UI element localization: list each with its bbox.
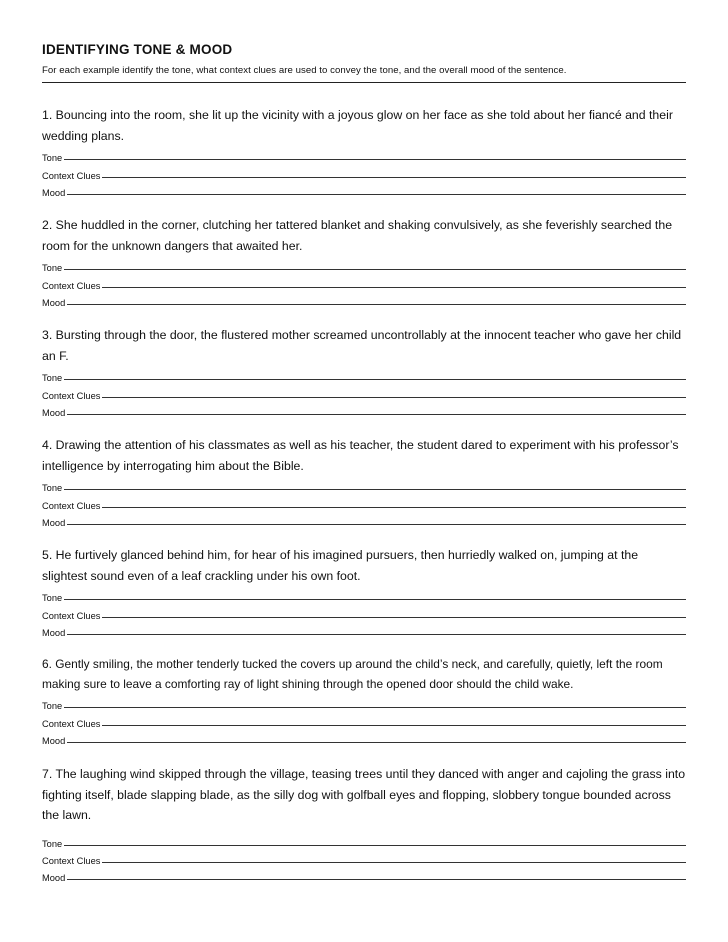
mood-answer-line[interactable] — [67, 193, 686, 195]
tone-answer-line[interactable] — [64, 706, 686, 708]
question-2 — [42, 215, 686, 308]
mood-label: Mood — [42, 407, 66, 418]
mood-answer-line[interactable] — [67, 523, 686, 525]
tone-answer-line[interactable] — [64, 378, 686, 380]
tone-label: Tone — [42, 483, 63, 494]
context-clues-label: Context Clues — [42, 170, 101, 181]
tone-answer-line[interactable] — [64, 488, 686, 490]
context-clues-answer-line[interactable] — [102, 861, 686, 863]
tone-answer-line[interactable] — [64, 158, 686, 160]
mood-answer-line[interactable] — [67, 303, 686, 305]
tone-label: Tone — [42, 593, 63, 604]
question-text: 7. The laughing wind skipped through the village, teasing trees until they danced with anger and cajoling the grass into fighting itself, blade slapping blade, as the silly dog with golfball eyes and flopping, slobbery tongue bounded across the lawn. — [42, 767, 686, 822]
tone-answer-line[interactable] — [64, 598, 686, 600]
question-text: 3. Bursting through the door, the flustered mother screamed uncontrollably at the innocent teacher who gave her child an F. — [42, 328, 682, 363]
question-5 — [42, 545, 686, 638]
context-clues-answer-line[interactable] — [102, 396, 686, 398]
tone-label: Tone — [42, 838, 63, 849]
mood-answer-line[interactable] — [67, 741, 686, 743]
tone-answer-line[interactable] — [64, 268, 686, 270]
context-clues-label: Context Clues — [42, 280, 101, 291]
mood-label: Mood — [42, 627, 66, 638]
mood-label: Mood — [42, 517, 66, 528]
tone-answer-line[interactable] — [64, 844, 686, 846]
context-clues-label: Context Clues — [42, 390, 101, 401]
context-clues-answer-line[interactable] — [102, 506, 686, 508]
question-text: 4. Drawing the attention of his classmates as well as his teacher, the student dared to experiment with his professor’s intelligence by interrogating him about the Bible. — [42, 438, 679, 473]
mood-label: Mood — [42, 187, 66, 198]
mood-answer-line[interactable] — [67, 878, 686, 880]
instructions: For each example identify the tone, what context clues are used to convey the tone, and the overall mood of the sentence. — [42, 65, 567, 76]
context-clues-label: Context Clues — [42, 718, 101, 729]
mood-answer-line[interactable] — [67, 413, 686, 415]
context-clues-label: Context Clues — [42, 610, 101, 621]
mood-answer-line[interactable] — [67, 633, 686, 635]
question-1 — [42, 105, 686, 198]
context-clues-answer-line[interactable] — [102, 724, 686, 726]
mood-label: Mood — [42, 735, 66, 746]
context-clues-answer-line[interactable] — [102, 616, 686, 618]
context-clues-answer-line[interactable] — [102, 286, 686, 288]
tone-label: Tone — [42, 373, 63, 384]
context-clues-answer-line[interactable] — [102, 176, 686, 178]
question-text: 6. Gently smiling, the mother tenderly tucked the covers up around the child’s neck, and carefully, quietly, left the room making sure to leave a comforting ray of light shining through the opened door should the child wake. — [42, 657, 663, 691]
question-4 — [42, 435, 686, 528]
question-3 — [42, 325, 686, 418]
question-text: 5. He furtively glanced behind him, for hear of his imagined pursuers, then hurriedly walked on, jumping at the slightest sound even of a leaf crackling under his own foot. — [42, 548, 639, 583]
question-6 — [42, 655, 686, 746]
page-title: IDENTIFYING TONE & MOOD — [42, 42, 233, 57]
tone-label: Tone — [42, 701, 63, 712]
context-clues-label: Context Clues — [42, 856, 101, 867]
question-text: 2. She huddled in the corner, clutching her tattered blanket and shaking convulsively, as she feverishly searched the room for the unknown dangers that awaited her. — [42, 218, 673, 253]
mood-label: Mood — [42, 873, 66, 884]
tone-label: Tone — [42, 263, 63, 274]
tone-label: Tone — [42, 153, 63, 164]
header-divider — [42, 82, 686, 83]
mood-label: Mood — [42, 297, 66, 308]
question-7 — [42, 764, 686, 883]
question-text: 1. Bouncing into the room, she lit up the vicinity with a joyous glow on her face as she told about her fiancé and their wedding plans. — [42, 108, 673, 143]
context-clues-label: Context Clues — [42, 500, 101, 511]
